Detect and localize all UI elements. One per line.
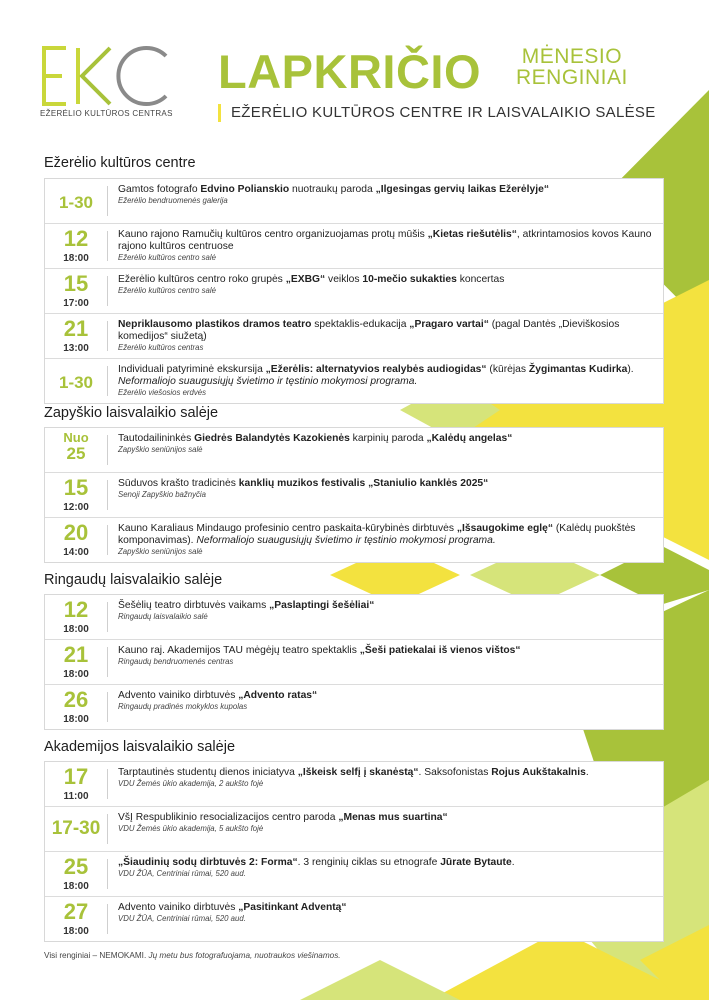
event-row	[45, 595, 663, 640]
event-location: Zapyškio seniūnijos salė	[118, 547, 203, 556]
divider	[107, 231, 108, 261]
event-time: 18:00	[63, 714, 89, 725]
event-description: Sūduvos krašto tradicinės kanklių muzikos festivalis „Staniulio kanklės 2025“ Senoji Zapyškio bažnyčia	[118, 478, 489, 499]
event-day: 21	[63, 316, 89, 341]
event-row	[45, 224, 663, 269]
event-location: VDU ŽŪA, Centriniai rūmai, 520 aud.	[118, 869, 246, 878]
footnote-photo: Jų metu bus fotografuojama, nuotraukos viešinamos.	[146, 951, 341, 960]
event-time: 18:00	[63, 926, 89, 937]
divider	[107, 602, 108, 632]
event-date	[45, 897, 107, 941]
event-date	[45, 640, 107, 684]
event-row	[45, 428, 663, 473]
event-location: Ežerėlio kultūros centras	[118, 343, 204, 352]
event-location: Zapyškio seniūnijos salė	[118, 445, 203, 454]
section-title: Zapyškio laisvalaikio salėje	[44, 405, 219, 421]
event-day: 12	[63, 226, 89, 251]
event-date	[45, 224, 107, 268]
event-row	[45, 314, 663, 359]
event-row	[45, 359, 663, 403]
event-description: „Šiaudinių sodų dirbtuvės 2: Forma“. 3 renginių ciklas su etnografe Jūrate Bytaute. VDU ŽŪA, Centriniai rūmai, 520 aud.	[118, 857, 515, 878]
event-time: 13:00	[63, 343, 89, 354]
divider	[107, 859, 108, 889]
event-row	[45, 807, 663, 852]
event-row	[45, 473, 663, 518]
event-time: 14:00	[63, 547, 89, 558]
event-description: VšĮ Respublikinio resocializacijos centro paroda „Menas mus suartina“ VDU Žemės ūkio akademija, 5 aukšto fojė	[118, 812, 448, 833]
event-description: Kauno Karaliaus Mindaugo profesinio centro paskaita-kūrybinės dirbtuvės „Išsaugokime eglę“ (Kalėdų puokštės komponavimas). Neformaliojo suaugusiųjų švietimo ir tęstinio mokymosi programa. Zapyškio seniūnijos salė	[107, 518, 663, 562]
event-description: Gamtos fotografo Edvino Polianskio nuotraukų paroda „Ilgesingas gervių laikas Ežerėlyje“ Ežerėlio bendruomenės galerija	[118, 184, 549, 205]
event-date	[45, 179, 107, 223]
divider	[107, 904, 108, 934]
event-date	[45, 807, 107, 851]
divider	[107, 692, 108, 722]
footnote-free: Visi renginiai – NEMOKAMI.	[44, 951, 147, 960]
event-time: 18:00	[63, 881, 89, 892]
event-date	[45, 269, 107, 313]
event-description: Kauno raj. Akademijos TAU mėgėjų teatro spektaklis „Šeši patiekalai iš vienos vištos“ Ringaudų bendruomenės centras	[118, 645, 521, 666]
bg-diamond	[300, 960, 460, 1000]
event-description: Nepriklausomo plastikos dramos teatro spektaklis-edukacija „Pragaro vartai“ (pagal Dantės „Dieviškosios komedijos“ siužetą) Ežerėlio kultūros centras	[107, 314, 663, 358]
title-side	[516, 46, 628, 88]
divider	[107, 366, 108, 396]
event-description: Advento vainiko dirbtuvės „Pasitinkant Adventą“ VDU ŽŪA, Centriniai rūmai, 520 aud.	[118, 902, 347, 923]
event-description: Individuali patyriminė ekskursija „Ežerėlis: alternatyvios realybės audiogidas“ (kūrėjas Žygimantas Kudirka). Neformaliojo suaugusiųjų švietimo ir tęstinio mokymosi programa. Ežerėlio viešosios erdvės	[107, 359, 663, 403]
event-description: Advento vainiko dirbtuvės „Advento ratas“ Ringaudų pradinės mokyklos kupolas	[118, 690, 318, 711]
event-location: Ringaudų laisvalaikio salė	[118, 612, 208, 621]
divider	[107, 435, 108, 465]
divider	[107, 769, 108, 799]
event-date	[45, 595, 107, 639]
divider	[107, 480, 108, 510]
section-title: Ringaudų laisvalaikio salėje	[44, 572, 223, 588]
event-time: 18:00	[63, 669, 89, 680]
event-time: 11:00	[63, 791, 89, 802]
event-time: 18:00	[63, 624, 89, 635]
event-row	[45, 269, 663, 314]
event-description: Tarptautinės studentų dienos iniciatyva „Iškeisk selfį į skanėstą“. Saksofonistas Rojus Aukštakalnis. VDU Žemės ūkio akademija, 2 aukšto fojė	[118, 767, 589, 788]
event-day: 1-30	[58, 373, 94, 392]
divider	[107, 186, 108, 216]
events-panel	[44, 427, 664, 563]
event-date	[45, 518, 107, 562]
divider	[107, 647, 108, 677]
title-side-line1: MĖNESIO	[521, 45, 623, 68]
events-panel	[44, 594, 664, 730]
event-day: 25	[63, 854, 89, 879]
event-day: 17	[63, 764, 89, 789]
event-location: Ežerėlio kultūros centro salė	[118, 286, 216, 295]
divider	[107, 321, 108, 351]
event-time: 12:00	[63, 502, 89, 513]
event-date	[45, 852, 107, 896]
event-row	[45, 897, 663, 941]
event-row	[45, 518, 663, 562]
event-day-prefix: Nuo	[63, 430, 89, 445]
event-date	[45, 685, 107, 729]
event-date	[45, 359, 107, 403]
event-row	[45, 762, 663, 807]
subtitle: EŽERĖLIO KULTŪROS CENTRE IR LAISVALAIKIO SALĖSE	[218, 104, 656, 122]
title-side-line2: RENGINIAI	[516, 66, 628, 89]
event-row	[45, 179, 663, 224]
event-location: Ežerėlio viešosios erdvės	[118, 388, 206, 397]
section-title: Akademijos laisvalaikio salėje	[44, 739, 236, 755]
event-day: 12	[63, 597, 89, 622]
event-day: 21	[63, 642, 89, 667]
event-location: Ežerėlio kultūros centro salė	[118, 253, 216, 262]
event-day: 17-30	[51, 818, 101, 839]
event-description: Kauno rajono Ramučių kultūros centro organizuojamas protų mūšis „Kietas riešutėlis“, atkrintamosios kovos Kauno rajono kultūros centruose Ežerėlio kultūros centro salė	[107, 224, 663, 268]
page-title: LAPKRIČIO	[218, 45, 481, 98]
event-date	[45, 762, 107, 806]
event-description: Ežerėlio kultūros centro roko grupės „EXBG“ veiklos 10-mečio sukakties koncertas Ežerėlio kultūros centro salė	[118, 274, 505, 295]
divider	[107, 276, 108, 306]
events-panel	[44, 761, 664, 942]
divider	[107, 814, 108, 844]
event-day: 20	[63, 520, 89, 545]
footnote	[44, 951, 341, 960]
event-row	[45, 852, 663, 897]
event-location: VDU Žemės ūkio akademija, 5 aukšto fojė	[118, 824, 264, 833]
event-day: 1-30	[58, 193, 94, 212]
events-panel	[44, 178, 664, 404]
divider	[107, 525, 108, 555]
event-row	[45, 685, 663, 729]
event-day: 15	[63, 271, 89, 296]
event-description: Tautodailininkės Giedrės Balandytės Kazokienės karpinių paroda „Kalėdų angelas“ Zapyškio seniūnijos salė	[118, 433, 513, 454]
event-location: Ežerėlio bendruomenės galerija	[118, 196, 228, 205]
org-name: EŽERĖLIO KULTŪROS CENTRAS	[40, 109, 173, 118]
event-description: Šešėlių teatro dirbtuvės vaikams „Paslaptingi šešėliai“ Ringaudų laisvalaikio salė	[118, 600, 375, 621]
event-time: 17:00	[63, 298, 89, 309]
event-day: 15	[63, 475, 89, 500]
event-location: VDU ŽŪA, Centriniai rūmai, 520 aud.	[118, 914, 246, 923]
event-day: 27	[63, 899, 89, 924]
event-time: 18:00	[63, 253, 89, 264]
event-row	[45, 640, 663, 685]
event-day: 25	[66, 444, 86, 463]
event-date	[45, 428, 107, 472]
event-location: VDU Žemės ūkio akademija, 2 aukšto fojė	[118, 779, 264, 788]
event-day: 26	[63, 687, 89, 712]
section-title: Ežerėlio kultūros centre	[44, 155, 196, 171]
event-location: Ringaudų bendruomenės centras	[118, 657, 234, 666]
event-date	[45, 314, 107, 358]
event-location: Ringaudų pradinės mokyklos kupolas	[118, 702, 248, 711]
event-location: Senoji Zapyškio bažnyčia	[118, 490, 206, 499]
event-date	[45, 473, 107, 517]
